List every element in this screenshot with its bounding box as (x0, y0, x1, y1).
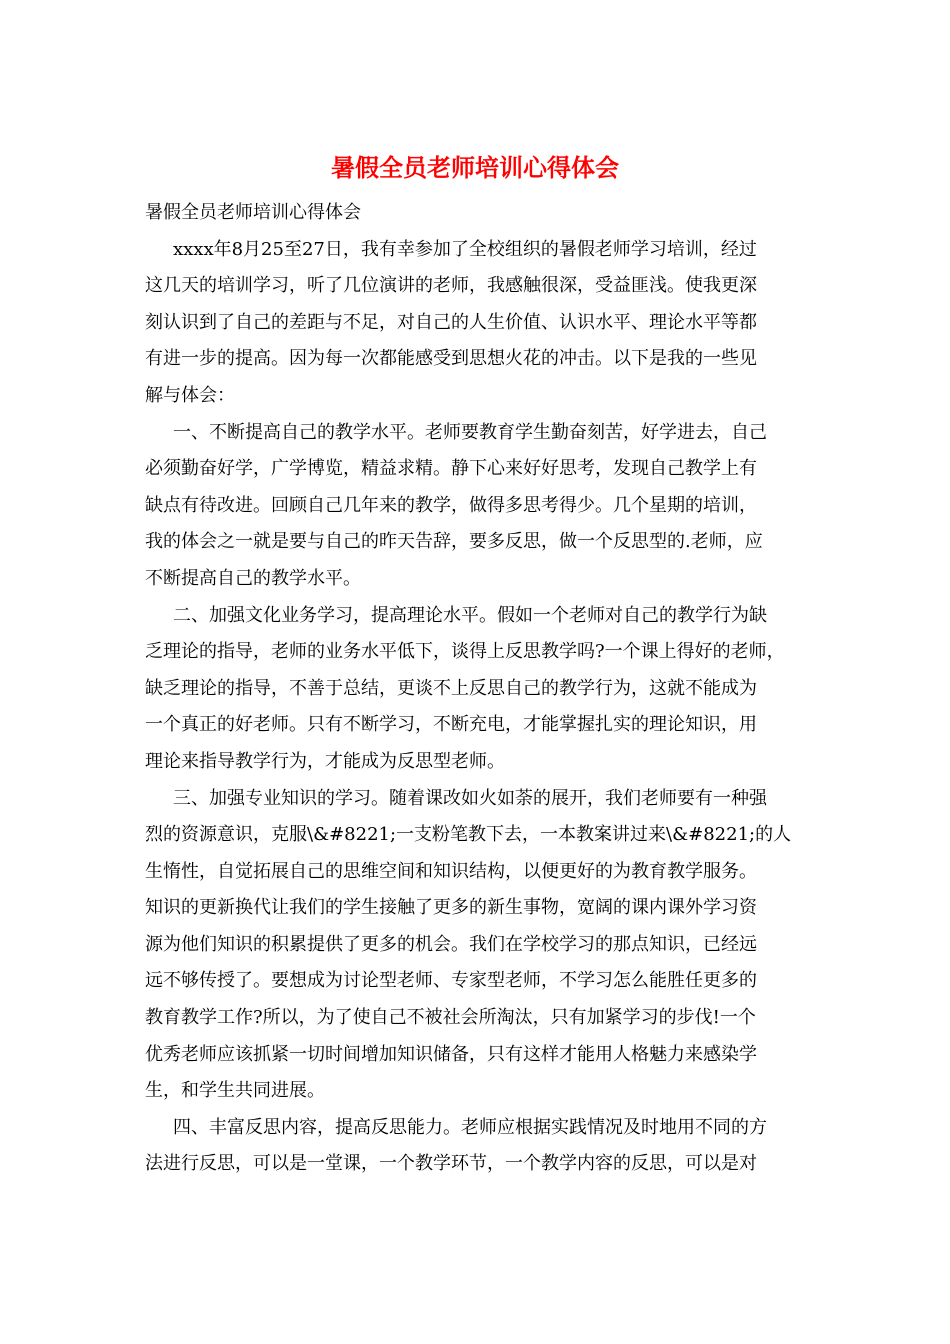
text-line: 远不够传授了。要想成为讨论型老师、专家型老师，不学习怎么能胜任更多的 (145, 970, 757, 992)
document-body (145, 195, 817, 1183)
text-line: 缺点有待改进。回顾自己几年来的教学，做得多思考得少。几个星期的培训， (145, 494, 757, 516)
text-line: 这几天的培训学习，听了几位演讲的老师，我感触很深，受益匪浅。使我更深 (145, 275, 757, 297)
text-line: 源为他们知识的积累提供了更多的机会。我们在学校学习的那点知识，已经远 (145, 933, 757, 955)
text-line: 必须勤奋好学，广学博览，精益求精。静下心来好好思考，发现自己教学上有 (145, 458, 757, 480)
text-line: 我的体会之一就是要与自己的昨天告辞，要多反思，做一个反思型的.老师，应 (145, 531, 763, 553)
subtitle-line: 暑假全员老师培训心得体会 (145, 202, 361, 223)
text-line: 刻认识到了自己的差距与不足，对自己的人生价值、认识水平、理论水平等都 (145, 311, 757, 333)
text-line: 生惰性，自觉拓展自己的思维空间和知识结构，以便更好的为教育教学服务。 (145, 860, 757, 882)
text-line: 二、加强文化业务学习，提高理论水平。假如一个老师对自己的教学行为缺 (173, 604, 767, 626)
text-line: 四、丰富反思内容，提高反思能力。老师应根据实践情况及时地用不同的方 (173, 1116, 767, 1138)
text-line: xxxx年8月25至27日，我有幸参加了全校组织的暑假老师学习培训，经过 (173, 238, 757, 260)
text-line: 法进行反思，可以是一堂课，一个教学环节，一个教学内容的反思，可以是对 (145, 1153, 757, 1175)
text-line: 优秀老师应该抓紧一切时间增加知识储备，只有这样才能用人格魅力来感染学 (145, 1043, 757, 1065)
text-line: 三、加强专业知识的学习。随着课改如火如荼的展开，我们老师要有一种强 (173, 787, 767, 809)
text-line: 生，和学生共同进展。 (145, 1080, 325, 1102)
text-line: 烈的资源意识，克服\&#8221;一支粉笔教下去，一本教案讲过来\&#8221;的人 (145, 824, 792, 846)
text-line: 知识的更新换代让我们的学生接触了更多的新生事物，宽阔的课内课外学习资 (145, 897, 757, 919)
text-line: 理论来指导教学行为，才能成为反思型老师。 (145, 750, 505, 772)
text-line: 一个真正的好老师。只有不断学习，不断充电，才能掌握扎实的理论知识，用 (145, 714, 757, 736)
text-line: 不断提高自己的教学水平。 (145, 567, 361, 589)
text-line: 教育教学工作?所以，为了使自己不被社会所淘汰，只有加紧学习的步伐!一个 (145, 1007, 756, 1029)
document-title: 暑假全员老师培训心得体会 (331, 153, 619, 182)
text-line: 解与体会： (145, 384, 235, 406)
text-line: 乏理论的指导，老师的业务水平低下，谈得上反思教学吗?一个课上得好的老师， (145, 641, 785, 663)
text-line: 一、不断提高自己的教学水平。老师要教育学生勤奋刻苦，好学进去，自己 (173, 421, 767, 443)
text-line: 缺乏理论的指导，不善于总结，更谈不上反思自己的教学行为，这就不能成为 (145, 677, 757, 699)
text-line: 有进一步的提高。因为每一次都能感受到思想火花的冲击。以下是我的一些见 (145, 348, 757, 370)
